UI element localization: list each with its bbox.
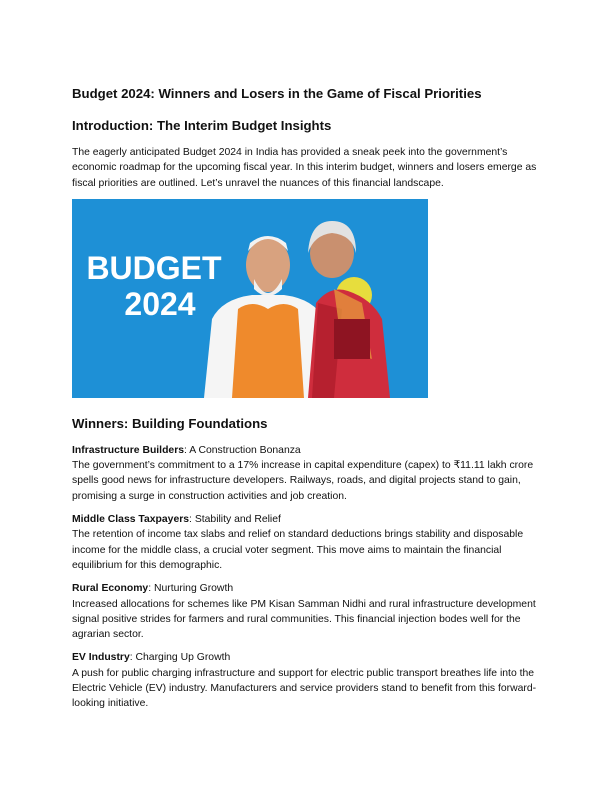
winner-text: The government’s commitment to a 17% increase in capital expenditure (capex) to ₹11.11 lakh crore spells good news for infrastructure developers. Railways, roads, and digital projects stand to gain, promising a surge in construction activities and job creation. bbox=[72, 460, 534, 502]
winner-tagline: : Stability and Relief bbox=[189, 514, 281, 526]
winners-heading: Winners: Building Foundations bbox=[72, 415, 268, 431]
image-text-year: 2024 bbox=[124, 285, 196, 322]
document-body bbox=[72, 86, 542, 720]
winner-text: Increased allocations for schemes like PM Kisan Samman Nidhi and rural infrastructure development signal positive strides for farmers and rural communities. This financial injection bodes well for the agrarian sector. bbox=[72, 598, 536, 641]
intro-paragraph: The eagerly anticipated Budget 2024 in India has provided a sneak peek into the government’s economic roadmap for the upcoming fiscal year. In this interim budget, winners and losers emerge as fiscal priorities are outlined. Let’s unravel the nuances of this financial landscape. bbox=[72, 147, 537, 189]
winner-title bbox=[72, 581, 542, 596]
intro-heading: Introduction: The Interim Budget Insights bbox=[72, 118, 332, 133]
winner-name: Infrastructure Builders bbox=[72, 444, 185, 456]
winner-title bbox=[72, 443, 542, 458]
winner-text: A push for public charging infrastructure and support for electric public transport breathes life into the Electric Vehicle (EV) industry. Manufacturers and service providers stand to benefit from this forward-looking initiative. bbox=[72, 667, 537, 710]
image-text-budget: BUDGET bbox=[86, 249, 222, 286]
winner-name: Rural Economy bbox=[72, 583, 149, 595]
winner-name: Middle Class Taxpayers bbox=[72, 514, 190, 526]
winner-tagline: : Nurturing Growth bbox=[148, 583, 234, 595]
winner-text: The retention of income tax slabs and relief on standard deductions brings stability and disposable income for the middle class, a crucial voter segment. This move aims to maintain the financial equilibrium for this demographic. bbox=[72, 529, 524, 571]
winner-tagline: : Charging Up Growth bbox=[129, 652, 231, 664]
winner-section bbox=[72, 650, 542, 711]
winner-section bbox=[72, 581, 542, 642]
winner-section bbox=[72, 512, 542, 573]
document-title: Budget 2024: Winners and Losers in the Game of Fiscal Priorities bbox=[72, 86, 482, 101]
winner-title bbox=[72, 512, 542, 527]
winner-name: EV Industry bbox=[72, 652, 130, 664]
budget-2024-image bbox=[72, 199, 428, 398]
winner-tagline: : A Construction Bonanza bbox=[184, 444, 301, 456]
winner-title bbox=[72, 650, 542, 665]
winner-section bbox=[72, 443, 542, 504]
